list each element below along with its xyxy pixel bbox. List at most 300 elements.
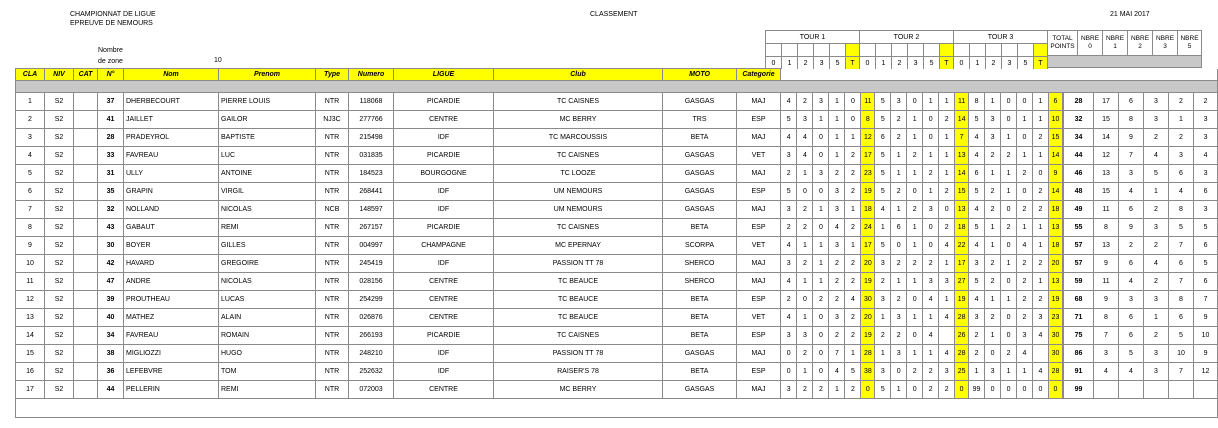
license-type-cell: NTR bbox=[316, 381, 349, 399]
tour-count-cell: 3 bbox=[985, 129, 1001, 146]
event-date: 21 MAI 2017 bbox=[1110, 11, 1150, 18]
club-cell: TC CAISNES bbox=[494, 219, 663, 237]
tour-scores-cell bbox=[781, 93, 1064, 111]
nbre-count-cell: 8 bbox=[1169, 291, 1194, 309]
tour-count-cell: 2 bbox=[891, 255, 907, 272]
tour-count-cell: 1 bbox=[797, 363, 813, 380]
tour-scores-grid bbox=[781, 219, 1063, 236]
tour-blank-cell bbox=[859, 44, 875, 57]
tour-total-cell: 25 bbox=[955, 363, 969, 380]
tour-count-cell: 4 bbox=[829, 219, 845, 236]
column-header: Categorie bbox=[737, 69, 781, 81]
first-name-cell: NICOLAS bbox=[219, 273, 316, 291]
nbre-count-cell: 5 bbox=[1144, 165, 1169, 183]
nbre-count-cell bbox=[1119, 381, 1144, 399]
tour-scores-grid bbox=[781, 327, 1063, 344]
tour-count-cell: 0 bbox=[923, 219, 939, 236]
totals-blank-row bbox=[1048, 56, 1202, 68]
nbre-count-cell: 5 bbox=[1169, 327, 1194, 345]
column-header: Nom bbox=[124, 69, 219, 81]
license-number-cell: 248210 bbox=[349, 345, 394, 363]
nbre-count-cell: 9 bbox=[1119, 129, 1144, 147]
tour-total-cell: 30 bbox=[1048, 327, 1062, 344]
table-row bbox=[16, 363, 1218, 381]
tour-count-cell: 2 bbox=[985, 309, 1001, 326]
license-type-cell: NTR bbox=[316, 327, 349, 345]
tour-total-cell: 13 bbox=[955, 201, 969, 218]
tour-count-cell: 3 bbox=[891, 345, 907, 362]
age-category-cell: VET bbox=[737, 309, 781, 327]
tour-count-cell: 1 bbox=[939, 147, 955, 164]
tour-total-cell: 23 bbox=[861, 165, 875, 182]
nbre-value: 0 bbox=[1088, 43, 1092, 50]
tour-count-cell: 2 bbox=[1033, 291, 1049, 308]
tour-count-cell: 0 bbox=[891, 237, 907, 254]
nbre-value: 2 bbox=[1138, 43, 1142, 50]
nbre-label: NBRE bbox=[1180, 35, 1199, 42]
tour-count-cell: 1 bbox=[1033, 147, 1049, 164]
tour-count-cell: 2 bbox=[1017, 273, 1033, 290]
rank-cell: 15 bbox=[16, 345, 45, 363]
tour-count-cell: 0 bbox=[813, 309, 829, 326]
table-row bbox=[16, 219, 1218, 237]
tour-count-cell: 7 bbox=[829, 345, 845, 362]
tour-count-cell: 2 bbox=[797, 345, 813, 362]
age-category-cell: MAJ bbox=[737, 93, 781, 111]
nbre-count-cell: 4 bbox=[1119, 183, 1144, 201]
tour-blank-cell bbox=[1034, 44, 1048, 57]
tour-count-cell: 3 bbox=[781, 147, 797, 164]
tour-count-cell: 2 bbox=[939, 111, 955, 128]
category-code-cell bbox=[74, 201, 98, 219]
total-label: TOTAL bbox=[1052, 35, 1073, 42]
tour-count-cell: 5 bbox=[781, 111, 797, 128]
last-name-cell: GABAUT bbox=[124, 219, 219, 237]
tour-count-cell: 4 bbox=[939, 309, 955, 326]
age-category-cell: VET bbox=[737, 237, 781, 255]
level-cell: S2 bbox=[45, 291, 74, 309]
nbre-value: 5 bbox=[1187, 43, 1192, 50]
tour-count-cell: 2 bbox=[891, 111, 907, 128]
tour-count-cell: 3 bbox=[875, 255, 891, 272]
nbre-count-cell: 9 bbox=[1094, 255, 1119, 273]
nbre-count-cell: 7 bbox=[1169, 273, 1194, 291]
nbre-value: 1 bbox=[1113, 43, 1117, 50]
bike-cell: TRS bbox=[663, 111, 737, 129]
nbre-count-cell: 3 bbox=[1144, 363, 1169, 381]
bike-cell: SHERCO bbox=[663, 273, 737, 291]
license-number-cell: 148597 bbox=[349, 201, 394, 219]
tour-count-cell: 0 bbox=[813, 219, 829, 236]
age-category-cell: MAJ bbox=[737, 165, 781, 183]
tour-count-cell: 2 bbox=[797, 93, 813, 110]
category-code-cell bbox=[74, 183, 98, 201]
tour-header-grid bbox=[765, 30, 1048, 70]
tour-total-cell: 19 bbox=[861, 327, 875, 344]
nbre-count-cell: 7 bbox=[1169, 237, 1194, 255]
tour-total-cell: 27 bbox=[955, 273, 969, 290]
level-cell: S2 bbox=[45, 327, 74, 345]
tour-total-cell: 20 bbox=[861, 309, 875, 326]
tour-total-cell: 26 bbox=[955, 327, 969, 344]
tour-total-cell: 0 bbox=[955, 381, 969, 398]
tour-total-cell: 13 bbox=[1048, 219, 1062, 236]
championship-header bbox=[70, 10, 156, 28]
tour-scores-grid bbox=[781, 129, 1063, 146]
tour-subcol-label: 3 bbox=[908, 57, 924, 70]
tour-scores-grid bbox=[781, 291, 1063, 308]
first-name-cell: NICOLAS bbox=[219, 201, 316, 219]
nbre-count-cell: 11 bbox=[1094, 273, 1119, 291]
tour-count-cell: 4 bbox=[1017, 237, 1033, 254]
first-name-cell: BAPTISTE bbox=[219, 129, 316, 147]
tour-count-cell: 1 bbox=[1001, 255, 1017, 272]
tour-count-cell: 4 bbox=[829, 363, 845, 380]
last-name-cell: PRADEYROL bbox=[124, 129, 219, 147]
nbre-count-cell: 11 bbox=[1094, 201, 1119, 219]
tour-count-cell: 2 bbox=[923, 381, 939, 398]
league-cell: PICARDIE bbox=[394, 327, 494, 345]
zone-label-line1: Nombre bbox=[98, 47, 123, 54]
tour-count-cell: 0 bbox=[923, 237, 939, 254]
tour-count-cell: 5 bbox=[875, 111, 891, 128]
total-points-cell: 57 bbox=[1064, 237, 1094, 255]
level-cell: S2 bbox=[45, 345, 74, 363]
tour-scores-cell bbox=[781, 129, 1064, 147]
tour-count-cell: 2 bbox=[781, 219, 797, 236]
tour-count-cell: 2 bbox=[829, 255, 845, 272]
tour-total-cell: 13 bbox=[1048, 273, 1062, 290]
tour-count-cell: 1 bbox=[797, 309, 813, 326]
tour-count-cell: 6 bbox=[891, 219, 907, 236]
rider-number-cell: 32 bbox=[98, 201, 124, 219]
nbre-count-cell: 5 bbox=[1194, 255, 1218, 273]
nbre-count-cell: 4 bbox=[1194, 147, 1218, 165]
tour-count-cell: 3 bbox=[829, 183, 845, 200]
rank-cell: 5 bbox=[16, 165, 45, 183]
tour-blank-cell bbox=[940, 44, 954, 57]
category-code-cell bbox=[74, 237, 98, 255]
last-name-cell: BOYER bbox=[124, 237, 219, 255]
tour-count-cell: 0 bbox=[797, 291, 813, 308]
nbre-header bbox=[1178, 31, 1202, 56]
nbre-count-cell: 3 bbox=[1169, 147, 1194, 165]
tour-total-cell: 10 bbox=[1048, 111, 1062, 128]
tour-count-cell: 2 bbox=[829, 291, 845, 308]
license-number-cell: 266193 bbox=[349, 327, 394, 345]
tour-count-cell: 1 bbox=[891, 381, 907, 398]
tour-count-cell: 5 bbox=[875, 93, 891, 110]
total-points-header bbox=[1048, 31, 1078, 56]
tour-total-cell: 15 bbox=[955, 183, 969, 200]
license-number-cell: 004997 bbox=[349, 237, 394, 255]
tour-total-cell: 15 bbox=[1048, 129, 1062, 146]
tour-count-cell: 1 bbox=[907, 111, 923, 128]
tour-count-cell: 5 bbox=[875, 147, 891, 164]
level-cell: S2 bbox=[45, 147, 74, 165]
last-name-cell: ANDRE bbox=[124, 273, 219, 291]
tour-subcol-label: 3 bbox=[1001, 57, 1017, 70]
level-cell: S2 bbox=[45, 309, 74, 327]
table-row bbox=[16, 165, 1218, 183]
total-points-cell: 28 bbox=[1064, 93, 1094, 111]
total-points-cell: 34 bbox=[1064, 129, 1094, 147]
license-number-cell: 026876 bbox=[349, 309, 394, 327]
nbre-count-cell: 1 bbox=[1144, 309, 1169, 327]
tour-total-cell: 17 bbox=[861, 147, 875, 164]
column-header: LIGUE bbox=[394, 69, 494, 81]
tour-count-cell: 1 bbox=[1017, 147, 1033, 164]
league-cell: PICARDIE bbox=[394, 93, 494, 111]
nbre-count-cell: 8 bbox=[1169, 201, 1194, 219]
tour-count-cell: 0 bbox=[1001, 237, 1017, 254]
tour-scores-grid bbox=[781, 237, 1063, 254]
license-number-cell: 184523 bbox=[349, 165, 394, 183]
club-cell: RAISER'S 78 bbox=[494, 363, 663, 381]
league-cell: CENTRE bbox=[394, 111, 494, 129]
tour-count-cell: 2 bbox=[1017, 201, 1033, 218]
total-points-cell: 44 bbox=[1064, 147, 1094, 165]
tour-count-cell: 4 bbox=[845, 291, 861, 308]
tour-count-cell: 4 bbox=[797, 147, 813, 164]
tour-count-cell: 1 bbox=[891, 201, 907, 218]
rank-cell: 6 bbox=[16, 183, 45, 201]
last-name-cell: ULLY bbox=[124, 165, 219, 183]
nbre-count-cell: 3 bbox=[1194, 201, 1218, 219]
nbre-count-cell: 10 bbox=[1169, 345, 1194, 363]
tour-count-cell: 1 bbox=[907, 237, 923, 254]
tour-count-cell: 1 bbox=[797, 165, 813, 182]
tour-count-cell: 1 bbox=[797, 273, 813, 290]
nbre-count-cell: 5 bbox=[1119, 345, 1144, 363]
tour-count-cell: 2 bbox=[845, 219, 861, 236]
tour-count-cell: 1 bbox=[907, 273, 923, 290]
tour-subcol-label: 0 bbox=[859, 57, 875, 70]
tour-total-cell: 28 bbox=[955, 309, 969, 326]
tour-count-cell: 0 bbox=[1001, 201, 1017, 218]
nbre-header bbox=[1153, 31, 1178, 56]
rider-number-cell: 40 bbox=[98, 309, 124, 327]
tour-scores-grid bbox=[781, 255, 1063, 272]
tour-count-cell: 3 bbox=[985, 363, 1001, 380]
tour-count-cell: 4 bbox=[969, 147, 985, 164]
tour-count-cell: 1 bbox=[939, 93, 955, 110]
tour-blank-cell bbox=[892, 44, 908, 57]
tour-count-cell: 2 bbox=[1033, 129, 1049, 146]
tour-count-cell: 4 bbox=[969, 129, 985, 146]
tour-count-cell: 1 bbox=[907, 219, 923, 236]
tour-count-cell: 0 bbox=[845, 93, 861, 110]
tour-count-cell: 2 bbox=[797, 381, 813, 398]
tour-total-cell: 19 bbox=[861, 273, 875, 290]
last-name-cell: NOLLAND bbox=[124, 201, 219, 219]
tour-total-cell: 14 bbox=[955, 111, 969, 128]
bike-cell: GASGAS bbox=[663, 147, 737, 165]
nbre-header bbox=[1128, 31, 1153, 56]
tour-total-cell: 19 bbox=[861, 183, 875, 200]
tour-blank-cell bbox=[953, 44, 969, 57]
club-cell: PASSION TT 78 bbox=[494, 345, 663, 363]
tour-count-cell: 1 bbox=[969, 363, 985, 380]
tour-count-cell: 2 bbox=[1001, 147, 1017, 164]
tour-count-cell: 3 bbox=[939, 363, 955, 380]
tour-count-cell: 2 bbox=[939, 381, 955, 398]
tour-total-cell: 30 bbox=[861, 291, 875, 308]
nbre-count-cell: 6 bbox=[1119, 201, 1144, 219]
age-category-cell: ESP bbox=[737, 363, 781, 381]
total-points-cell: 57 bbox=[1064, 255, 1094, 273]
tour-count-cell: 0 bbox=[1033, 165, 1049, 182]
tour-count-cell: 0 bbox=[985, 381, 1001, 398]
bike-cell: GASGAS bbox=[663, 183, 737, 201]
tour-scores-cell bbox=[781, 363, 1064, 381]
tour-scores-cell bbox=[781, 165, 1064, 183]
nbre-count-cell: 3 bbox=[1194, 111, 1218, 129]
total-points-cell: 32 bbox=[1064, 111, 1094, 129]
club-cell: MC BERRY bbox=[494, 381, 663, 399]
age-category-cell: VET bbox=[737, 147, 781, 165]
tour-count-cell bbox=[939, 327, 955, 344]
club-cell: TC BEAUCE bbox=[494, 273, 663, 291]
category-code-cell bbox=[74, 345, 98, 363]
tour-count-cell: 0 bbox=[923, 111, 939, 128]
tour-subcol-label: 0 bbox=[953, 57, 969, 70]
nbre-count-cell bbox=[1094, 381, 1119, 399]
tour-count-cell: 2 bbox=[845, 381, 861, 398]
nbre-count-cell: 8 bbox=[1094, 219, 1119, 237]
license-type-cell: NTR bbox=[316, 147, 349, 165]
level-cell: S2 bbox=[45, 381, 74, 399]
tour-count-cell: 0 bbox=[813, 363, 829, 380]
tour-count-cell: 2 bbox=[891, 327, 907, 344]
club-cell: TC CAISNES bbox=[494, 327, 663, 345]
column-header: Type bbox=[316, 69, 349, 81]
tour-count-cell: 1 bbox=[813, 255, 829, 272]
separator-cell bbox=[16, 81, 1218, 93]
tour-count-cell: 0 bbox=[797, 183, 813, 200]
tour-count-cell: 2 bbox=[939, 183, 955, 200]
bike-cell: GASGAS bbox=[663, 165, 737, 183]
tour-count-cell: 0 bbox=[781, 363, 797, 380]
club-cell: TC MARCOUSSIS bbox=[494, 129, 663, 147]
tour-count-cell: 0 bbox=[891, 363, 907, 380]
tour-count-cell: 1 bbox=[891, 165, 907, 182]
tour-count-cell: 0 bbox=[1001, 273, 1017, 290]
tour-count-cell: 3 bbox=[939, 273, 955, 290]
tour-scores-cell bbox=[781, 183, 1064, 201]
tour-total-cell: 18 bbox=[1048, 237, 1062, 254]
tour-count-cell: 1 bbox=[1001, 129, 1017, 146]
tour-count-cell: 0 bbox=[813, 183, 829, 200]
tour-blank-cell bbox=[798, 44, 814, 57]
license-type-cell: NTR bbox=[316, 255, 349, 273]
club-cell: UM NEMOURS bbox=[494, 201, 663, 219]
first-name-cell: PIERRE LOUIS bbox=[219, 93, 316, 111]
event-title: EPREUVE DE NEMOURS bbox=[70, 20, 153, 27]
tour-count-cell: 2 bbox=[907, 201, 923, 218]
tour-count-cell: 0 bbox=[907, 381, 923, 398]
points-label: POINTS bbox=[1050, 43, 1075, 50]
tour-count-cell: 3 bbox=[1017, 327, 1033, 344]
tour-subcol-label: 0 bbox=[766, 57, 782, 70]
nbre-header bbox=[1078, 31, 1103, 56]
tour-count-cell: 2 bbox=[845, 147, 861, 164]
tour-count-cell: 1 bbox=[923, 345, 939, 362]
tour-count-cell: 2 bbox=[813, 381, 829, 398]
tour-blank-cell bbox=[875, 44, 891, 57]
tour-count-cell: 3 bbox=[985, 111, 1001, 128]
bike-cell: BETA bbox=[663, 219, 737, 237]
tour-count-cell: 5 bbox=[875, 183, 891, 200]
level-cell: S2 bbox=[45, 363, 74, 381]
bike-cell: BETA bbox=[663, 363, 737, 381]
category-code-cell bbox=[74, 219, 98, 237]
tour-subcol-label: 5 bbox=[830, 57, 846, 70]
nbre-count-cell: 8 bbox=[1119, 111, 1144, 129]
tour-count-cell: 2 bbox=[781, 165, 797, 182]
tour-total-cell: 0 bbox=[861, 381, 875, 398]
totals-header-row bbox=[1048, 31, 1202, 56]
tour-count-cell: 3 bbox=[875, 291, 891, 308]
nbre-count-cell: 2 bbox=[1169, 129, 1194, 147]
tour-blank-cell bbox=[830, 44, 846, 57]
last-name-cell: FAVREAU bbox=[124, 327, 219, 345]
tour-count-cell: 1 bbox=[1033, 273, 1049, 290]
first-name-cell: TOM bbox=[219, 363, 316, 381]
category-code-cell bbox=[74, 291, 98, 309]
license-number-cell: 245419 bbox=[349, 255, 394, 273]
tour-total-cell: 17 bbox=[861, 237, 875, 254]
tour-count-cell: 0 bbox=[1033, 381, 1049, 398]
nbre-count-cell bbox=[1144, 381, 1169, 399]
level-cell: S2 bbox=[45, 273, 74, 291]
tour-subcol-label: 1 bbox=[969, 57, 985, 70]
nbre-count-cell: 4 bbox=[1169, 183, 1194, 201]
license-number-cell: 267157 bbox=[349, 219, 394, 237]
tour-count-cell: 2 bbox=[875, 273, 891, 290]
tour-count-cell: 4 bbox=[875, 201, 891, 218]
nbre-count-cell: 6 bbox=[1119, 327, 1144, 345]
tour-count-cell: 3 bbox=[923, 273, 939, 290]
rider-number-cell: 28 bbox=[98, 129, 124, 147]
nbre-count-cell: 2 bbox=[1144, 273, 1169, 291]
license-number-cell: 252632 bbox=[349, 363, 394, 381]
tour-count-cell: 2 bbox=[985, 147, 1001, 164]
first-name-cell: REMI bbox=[219, 381, 316, 399]
tour-scores-cell bbox=[781, 237, 1064, 255]
tour-count-cell: 0 bbox=[907, 93, 923, 110]
rider-number-cell: 41 bbox=[98, 111, 124, 129]
age-category-cell: ESP bbox=[737, 327, 781, 345]
nbre-count-cell: 15 bbox=[1094, 183, 1119, 201]
tour-count-cell: 1 bbox=[891, 147, 907, 164]
nbre-count-cell bbox=[1169, 381, 1194, 399]
tour-scores-cell bbox=[781, 147, 1064, 165]
tour-count-cell: 1 bbox=[1001, 363, 1017, 380]
tour-count-cell: 5 bbox=[969, 111, 985, 128]
nbre-count-cell: 2 bbox=[1144, 327, 1169, 345]
nbre-label: NBRE bbox=[1130, 35, 1150, 42]
tour-count-cell: 0 bbox=[845, 111, 861, 128]
total-points-cell: 55 bbox=[1064, 219, 1094, 237]
first-name-cell: GILLES bbox=[219, 237, 316, 255]
rider-number-cell: 38 bbox=[98, 345, 124, 363]
nbre-count-cell: 2 bbox=[1144, 237, 1169, 255]
empty-cell bbox=[16, 399, 1218, 418]
table-row bbox=[16, 327, 1218, 345]
nbre-count-cell: 2 bbox=[1169, 93, 1194, 111]
bike-cell: GASGAS bbox=[663, 201, 737, 219]
